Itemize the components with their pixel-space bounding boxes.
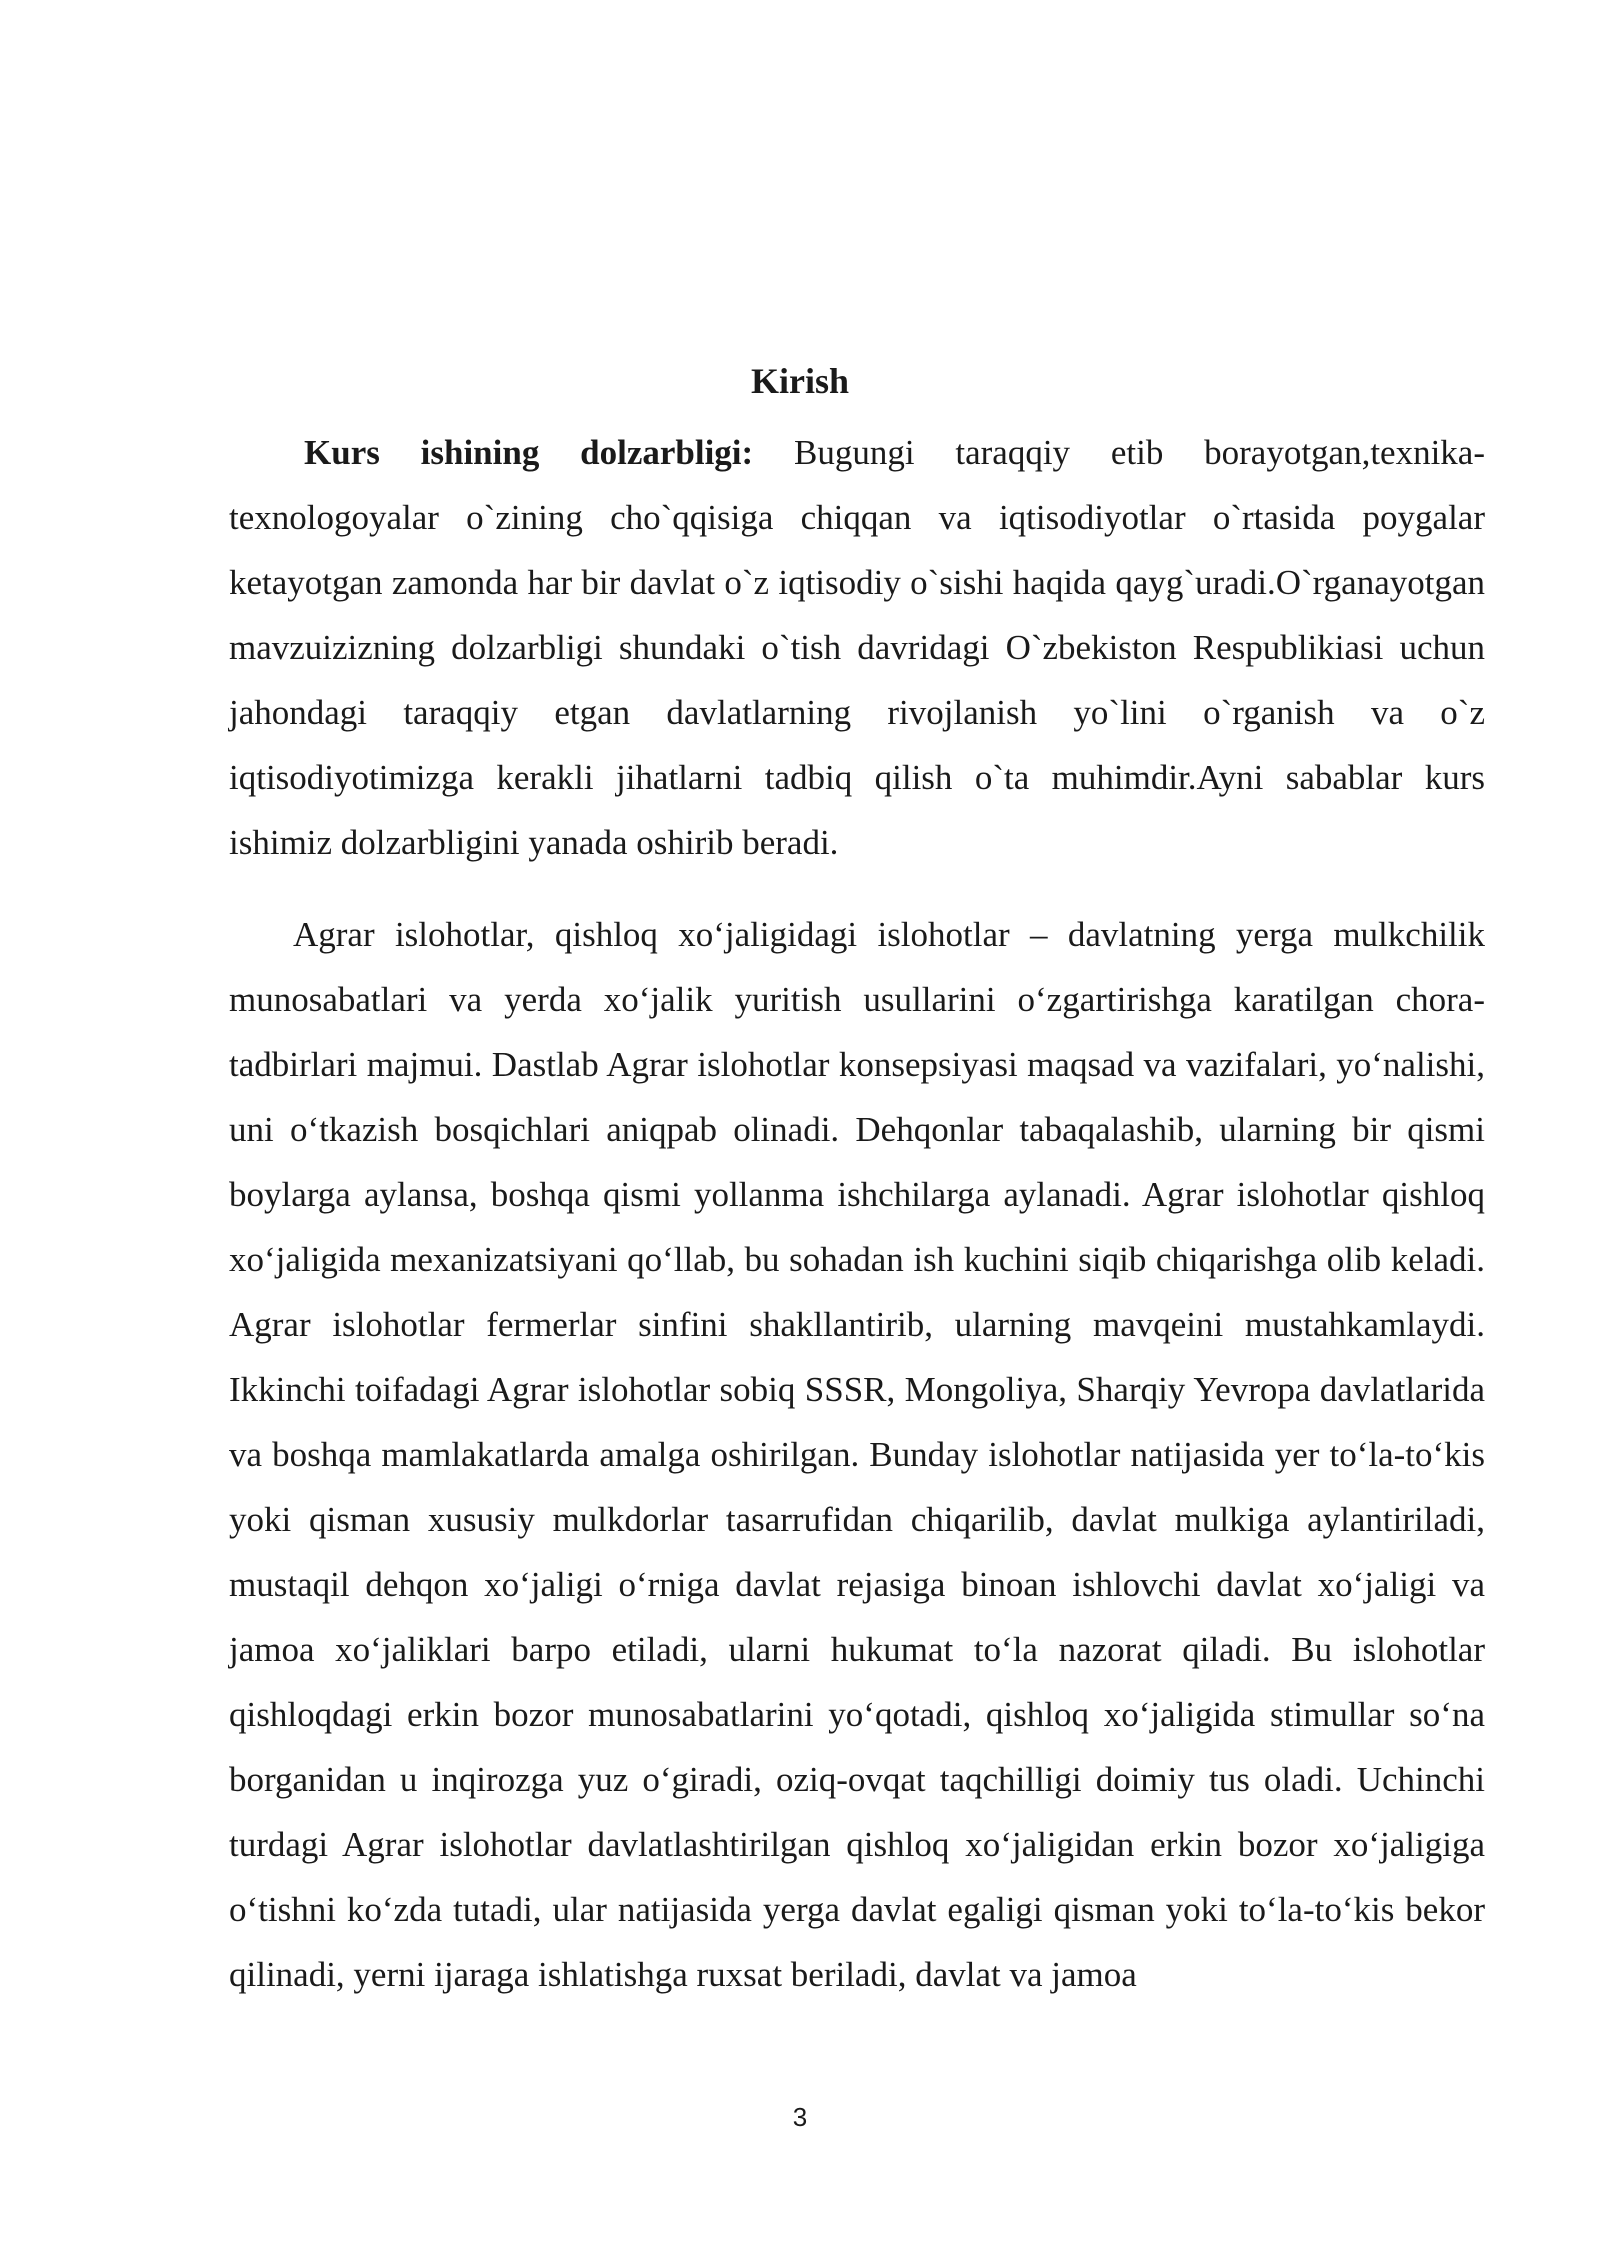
paragraph-agrarian-reforms: Agrar islohotlar, qishloq xo‘jaligidagi islohotlar – davlatning yerga mulkchilik munosabatlari va yerda xo‘jalik yuritish usullarini o‘zgartirishga karatilgan chora-tadbirlari majmui. Dastlab Agrar islohotlar konsepsiyasi maqsad va vazifalari, yo‘nalishi, uni o‘tkazish bosqichlari aniqpab olinadi. Dehqonlar tabaqalashib, ularning bir qismi boylarga aylansa, boshqa qismi yollanma ishchilarga aylanadi. Agrar islohotlar qishloq xo‘jaligida mexanizatsiyani qo‘llab, bu sohadan ish kuchini siqib chiqarishga olib keladi. Agrar islohotlar fermerlar sinfini shakllantirib, ularning mavqeini mustahkamlaydi. Ikkinchi toifadagi Agrar islohotlar sobiq SSSR, Mongoliya, Sharqiy Yevropa davlatlarida va boshqa mamlakatlarda amalga oshirilgan. Bunday islohotlar natijasida yer to‘la-to‘kis yoki qisman xususiy mulkdorlar tasarrufidan chiqarilib, davlat mulkiga aylantiriladi, mustaqil dehqon xo‘jaligi o‘rniga davlat rejasiga binoan ishlovchi davlat xo‘jaligi va jamoa xo‘jaliklari barpo etiladi, ularni hukumat to‘la nazorat qiladi. Bu islohotlar qishloqdagi erkin bozor munosabatlarini yo‘qotadi, qishloq xo‘jaligida stimullar so‘na borganidan u inqirozga yuz o‘giradi, oziq-ovqat taqchilligi doimiy tus oladi. Uchinchi turdagi Agrar islohotlar davlatlashtirilgan qishloq xo‘jaligidan erkin bozor xo‘jaligiga o‘tishni ko‘zda tutadi, ular natijasida yerga davlat egaligi qisman yoki to‘la-to‘kis bekor qilinadi, yerni ijaraga ishlatishga ruxsat beriladi, davlat va jamoa (229, 915, 1485, 1994)
page-title: Kirish (750, 361, 849, 401)
paragraph-lead: Kurs ishining dolzarbligi: (304, 433, 754, 472)
paragraph-relevance-text: Bugungi taraqqiy etib borayotgan,texnika-texnologoyalar o`zining cho`qqisiga chiqqan va iqtisodiyotlar o`rtasida poygalar ketayotgan zamonda har bir davlat o`z iqtisodiy o`sishi haqida qayg`uradi.O`rganayotgan mavzuizizning dolzarbligi shundaki o`tish davridagi O`zbekiston Respublikiasi uchun jahondagi taraqqiy etgan davlatlarning rivojlanish yo`lini o`rganish va o`z iqtisodiyotimizga kerakli jihatlarni tadbiq qilish o`ta muhimdir.Ayni sabablar kurs ishimiz dolzarbligini yanada oshirib beradi. (229, 433, 1485, 862)
page-number: 3 (792, 2102, 808, 2132)
paragraph-relevance (229, 420, 1485, 875)
